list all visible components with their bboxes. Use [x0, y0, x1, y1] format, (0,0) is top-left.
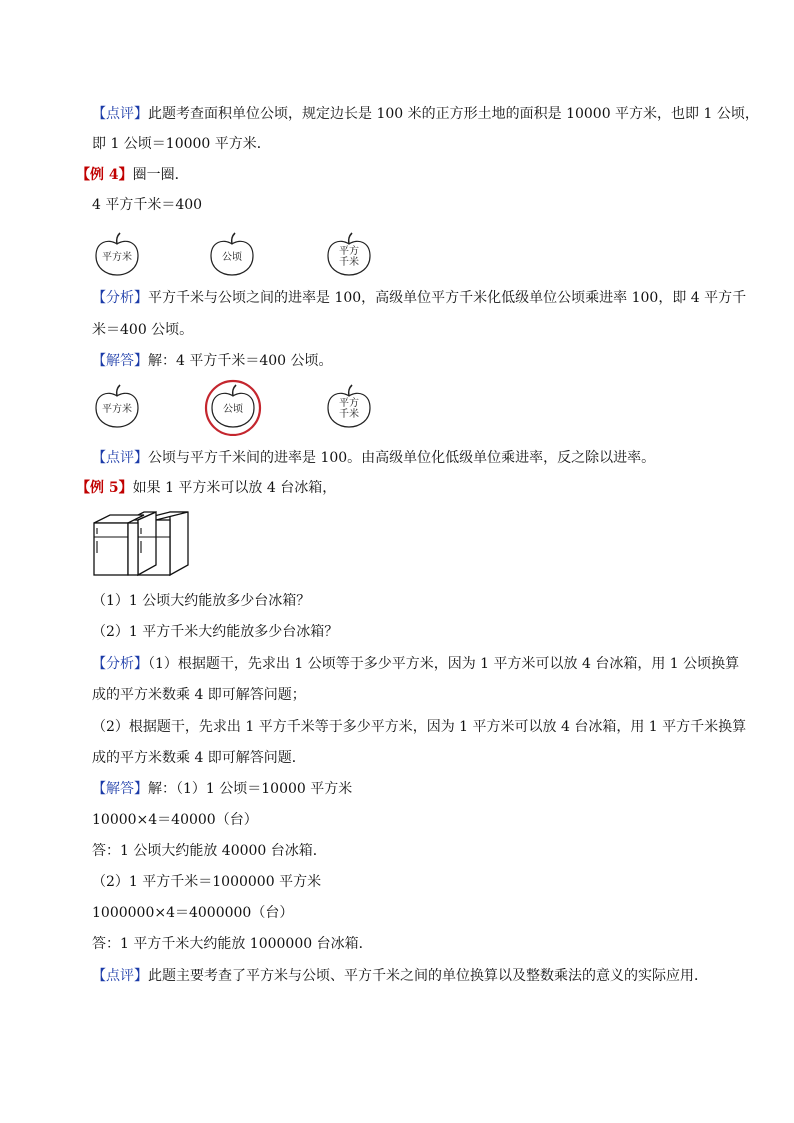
comment-tag: 【点评】 — [92, 968, 148, 984]
example5-question2: （2）1 平方千米大约能放多少台冰箱？ — [92, 624, 339, 640]
example5-answer-line1: 【解答】解：（1）1 公顷＝10000 平方米 — [92, 781, 353, 797]
example5-analysis-line2: 成的平方米数乘 4 即可解答问题； — [92, 687, 306, 703]
example4-tag: 【例 4】 — [76, 167, 133, 183]
answer-tag: 【解答】 — [92, 353, 148, 369]
answer-apple-square-meter: 平方米 — [94, 384, 140, 428]
answer-apple-hectare-circled: 公顷 — [203, 376, 263, 436]
example5-tag: 【例 5】 — [76, 480, 133, 496]
answer-apple-square-km: 平方千米 — [326, 384, 372, 428]
apple-square-km[interactable]: 平方千米 — [326, 232, 372, 276]
example5-analysis-line4: 成的平方米数乘 4 即可解答问题． — [92, 750, 306, 766]
comment-tag: 【点评】 — [92, 450, 148, 466]
example4-analysis-line2: 米＝400 公顷。 — [92, 322, 194, 338]
analysis-tag: 【分析】 — [92, 290, 148, 306]
example5-answer-line3: 答：1 公顷大约能放 40000 台冰箱． — [92, 843, 327, 859]
example4-analysis-line1: 【分析】平方千米与公顷之间的进率是 100，高级单位平方千米化低级单位公顷乘进率 100，即 4 平方千 — [92, 290, 747, 306]
answer-tag: 【解答】 — [92, 781, 148, 797]
example5-answer-line6: 答：1 平方千米大约能放 1000000 台冰箱． — [92, 936, 373, 952]
example5-answer-line5: 1000000×4＝4000000（台） — [92, 905, 294, 921]
analysis-tag: 【分析】 — [92, 656, 148, 672]
example5-answer-line4: （2）1 平方千米＝1000000 平方米 — [92, 874, 322, 890]
example4-comment: 【点评】公顷与平方千米间的进率是 100。由高级单位化低级单位乘进率，反之除以进率。 — [92, 450, 656, 466]
example5-analysis-line1: 【分析】（1）根据题干，先求出 1 公顷等于多少平方米，因为 1 平方米可以放 4 台冰箱，用 1 公顷换算 — [92, 656, 740, 672]
apple-hectare[interactable]: 公顷 — [209, 232, 255, 276]
refrigerator-icon — [92, 507, 192, 579]
apple-square-meter[interactable]: 平方米 — [94, 232, 140, 276]
refrigerators-illustration — [92, 507, 192, 583]
example5-analysis-line3: （2）根据题干，先求出 1 平方千米等于多少平方米，因为 1 平方米可以放 4 台冰箱，用 1 平方千米换算 — [92, 719, 747, 735]
example5-heading: 【例 5】如果 1 平方米可以放 4 台冰箱， — [76, 480, 337, 496]
comment1-line2: 即 1 公顷＝10000 平方米． — [92, 136, 271, 152]
comment1-tag: 【点评】 — [92, 106, 148, 122]
example5-answer-line2: 10000×4＝40000（台） — [92, 812, 258, 828]
example4-equation: 4 平方千米＝400 — [92, 197, 203, 213]
comment1-line1: 【点评】此题考查面积单位公顷，规定边长是 100 米的正方形土地的面积是 10000 平方米，也即 1 公顷， — [92, 106, 759, 122]
example4-answer: 【解答】解：4 平方千米＝400 公顷。 — [92, 353, 333, 369]
example5-question1: （1）1 公顷大约能放多少台冰箱？ — [92, 593, 311, 609]
example5-comment: 【点评】此题主要考查了平方米与公顷、平方千米之间的单位换算以及整数乘法的意义的实际应用． — [92, 968, 708, 984]
example4-heading: 【例 4】圈一圈． — [76, 167, 189, 183]
